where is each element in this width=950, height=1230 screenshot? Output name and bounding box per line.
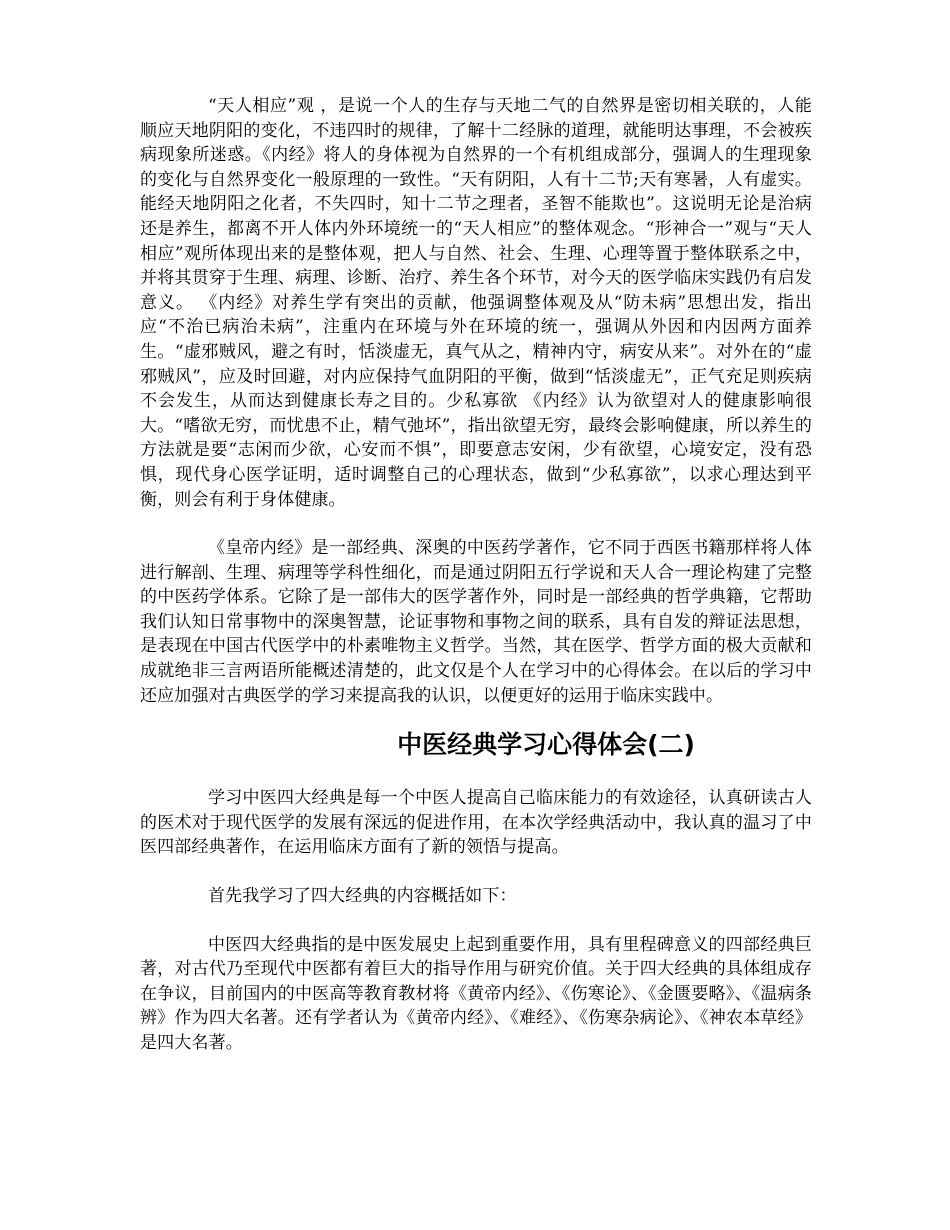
paragraph-study-intro: 学习中医四大经典是每一个中医人提高自己临床能力的有效途径，认真研读古人的医术对于现代医学的发展有深远的促进作用，在本次学经典活动中，我认真的温习了中医四部经典著作，在运用临床方面有了新的领悟与提高。 xyxy=(140,788,812,858)
paragraph-tianren-xiangying: “天人相应”观 ，是说一个人的生存与天地二气的自然界是密切相关联的，人能顺应天地阴阳的变化，不违四时的规律，了解十二经脉的道理，就能明达事理，不会被疾病现象所迷惑。《内经》将人的身体视为自然界的一个有机组成部分，强调人的生理现象的变化与自然界变化一般原理的一致性。“天有阴阳，人有十二节;天有寒暑，人有虚实。能经天地阴阳之化者，不失四时，知十二节之理者，圣智不能欺也”。这说明无论是治病还是养生，都离不开人体内外环境统一的“天人相应”的整体观念。“形神合一”观与“天人相应”观所体现出来的是整体观，把人与自然、社会、生理、心理等置于整体联系之中，并将其贯穿于生理、病理、诊断、治疗、养生各个环节，对今天的医学临床实践仍有启发意义。 《内经》对养生学有突出的贡献，他强调整体观及从“防未病”思想出发，指出应“不治已病治未病”，注重内在环境与外在环境的统一，强调从外因和内因两方面养生。“虚邪贼风，避之有时，恬淡虚无，真气从之，精神内守，病安从来”。对外在的“虚邪贼风”，应及时回避，对内应保持气血阴阳的平衡，做到“恬淡虚无”，正气充足则疾病不会发生，从而达到健康长寿之目的。少私寡欲 《内经》认为欲望对人的健康影响很大。“嗜欲无穷，而忧患不止，精气弛坏”，指出欲望无穷，最终会影响健康，所以养生的方法就是要“志闲而少欲，心安而不惧”，即要意志安闲，少有欲望，心境安定，没有恐惧，现代身心医学证明，适时调整自己的心理状态，做到“少私寡欲”，以求心理达到平衡，则会有利于身体健康。 xyxy=(140,96,812,510)
paragraph-four-classics: 中医四大经典指的是中医发展史上起到重要作用，具有里程碑意义的四部经典巨著，对古代乃至现代中医都有着巨大的指导作用与研究价值。关于四大经典的具体组成存在争议，目前国内的中医高等教育教材将《黄帝内经》、《伤寒论》、《金匮要略》、《温病条辨》作为四大名著。还有学者认为《黄帝内经》、《难经》、《伤寒杂病论》、《神农本草经》是四大名著。 xyxy=(140,934,812,1053)
paragraph-summary-lead: 首先我学习了四大经典的内容概括如下： xyxy=(208,886,517,907)
document-page xyxy=(140,94,812,1056)
paragraph-huangdi-neijing: 《皇帝内经》是一部经典、深奥的中医药学著作，它不同于西医书籍那样将人体进行解剖、生理、病理等学科性细化，而是通过阴阳五行学说和天人合一理论构建了完整的中医药学体系。它除了是一部伟大的医学著作外，同时是一部经典的哲学典籍，它帮助我们认知日常事物中的深奥智慧，论证事物和事物之间的联系，具有自发的辩证法思想，是表现在中国古代医学中的朴素唯物主义哲学。当然，其在医学、哲学方面的极大贡献和成就绝非三言两语所能概述清楚的，此文仅是个人在学习中的心得体会。在以后的学习中还应加强对古典医学的学习来提高我的认识，以便更好的运用于临床实践中。 xyxy=(140,538,812,706)
section-heading: 中医经典学习心得体会(二) xyxy=(397,730,695,760)
